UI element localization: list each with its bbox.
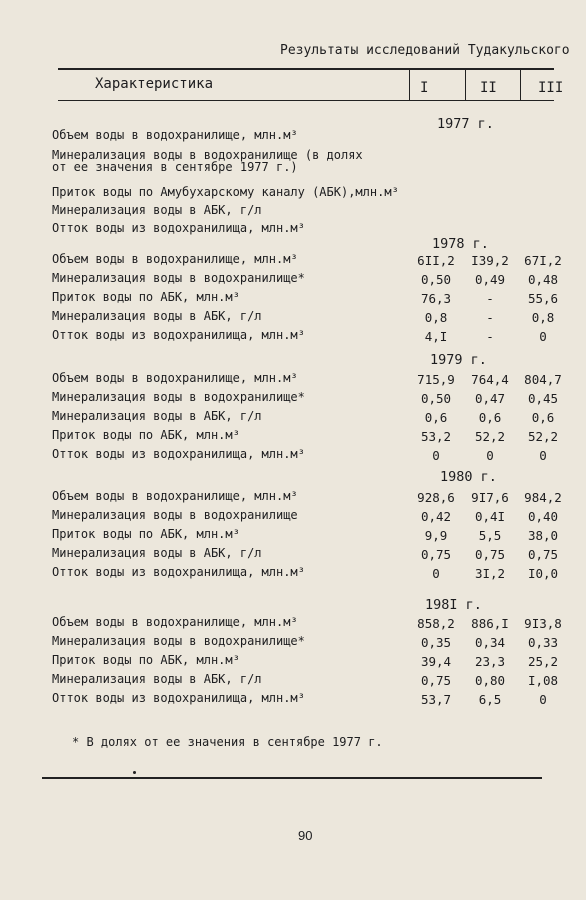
row-label: Минерализация воды в водохранилище*: [52, 271, 305, 285]
col-divider-1: [409, 70, 410, 100]
cell-value-col-3: I0,0: [527, 566, 559, 581]
table-row: [52, 391, 582, 409]
cell-value-col-2: 23,3: [474, 654, 506, 669]
table-row: [52, 528, 582, 546]
cell-value-col-3: 55,6: [527, 291, 559, 306]
cell-value-col-1: 53,2: [420, 429, 452, 444]
cell-value-col-2: -: [486, 310, 494, 325]
table-row: [52, 204, 582, 222]
row-label: Отток воды из водохранилища, млн.м³: [52, 691, 305, 705]
cell-value-col-3: 52,2: [527, 429, 559, 444]
cell-value-col-1: 9,9: [424, 528, 448, 543]
row-label: Объем воды в водохранилище, млн.м³: [52, 615, 298, 629]
row-label: Приток воды по АБК, млн.м³: [52, 428, 240, 442]
row-label: Минерализация воды в водохранилище: [52, 508, 298, 522]
cell-value-col-2: 0,4I: [474, 509, 506, 524]
page-number: 90: [298, 828, 313, 843]
cell-value-col-1: 715,9: [417, 372, 455, 387]
table-row: [52, 291, 582, 309]
cell-value-col-2: 0,75: [474, 547, 506, 562]
cell-value-col-1: 0,75: [420, 673, 452, 688]
cell-value-col-2: I39,2: [471, 253, 509, 268]
col-divider-2: [465, 70, 466, 100]
row-label: Приток воды по АБК, млн.м³: [52, 290, 240, 304]
row-label: Отток воды из водохранилища, млн.м³: [52, 565, 305, 579]
cell-value-col-1: 4,I: [424, 329, 448, 344]
row-label: Приток воды по Амубухарскому каналу (АБК),млн.м³: [52, 185, 399, 199]
cell-value-col-2: 0,6: [478, 410, 502, 425]
row-label: Минерализация воды в АБК, г/л: [52, 546, 262, 560]
row-label: Объем воды в водохранилище, млн.м³: [52, 128, 298, 142]
year-heading: 1977 г.: [437, 116, 494, 132]
table-row: [52, 272, 582, 290]
cell-value-col-2: -: [486, 291, 494, 306]
cell-value-col-1: 53,7: [420, 692, 452, 707]
year-heading: 1979 г.: [430, 352, 487, 368]
cell-value-col-1: 0,6: [424, 410, 448, 425]
table-row: [52, 310, 582, 328]
header-characteristic: Характеристика: [95, 76, 214, 92]
row-label: Минерализация воды в водохранилище (в долях: [52, 148, 363, 162]
cell-value-col-1: 0,50: [420, 272, 452, 287]
row-label: Приток воды по АБК, млн.м³: [52, 653, 240, 667]
table-row: [52, 329, 582, 347]
row-label: Отток воды из водохранилища, млн.м³: [52, 447, 305, 461]
row-label-continued: от ее значения в сентябре 1977 г.): [52, 160, 298, 174]
cell-value-col-3: 0: [539, 448, 547, 463]
cell-value-col-3: 0,8: [531, 310, 555, 325]
cell-value-col-1: 0,35: [420, 635, 452, 650]
cell-value-col-3: 804,7: [524, 372, 562, 387]
cell-value-col-3: 0: [539, 329, 547, 344]
cell-value-col-3: 0,40: [527, 509, 559, 524]
cell-value-col-3: 38,0: [527, 528, 559, 543]
cell-value-col-3: 9I3,8: [524, 616, 562, 631]
cell-value-col-2: 52,2: [474, 429, 506, 444]
cell-value-col-3: 0,75: [527, 547, 559, 562]
year-heading: 1978 г.: [432, 236, 489, 252]
cell-value-col-3: 984,2: [524, 490, 562, 505]
footnote: * В долях от ее значения в сентябре 1977 г.: [72, 735, 383, 749]
cell-value-col-1: 6II,2: [417, 253, 455, 268]
cell-value-col-3: 67I,2: [524, 253, 562, 268]
cell-value-col-3: 0,33: [527, 635, 559, 650]
table-row: [52, 372, 582, 390]
cell-value-col-2: 886,I: [471, 616, 509, 631]
cell-value-col-1: 39,4: [420, 654, 452, 669]
header-col-3: III: [538, 80, 564, 96]
cell-value-col-1: 0,50: [420, 391, 452, 406]
cell-value-col-1: 928,6: [417, 490, 455, 505]
table-row: [52, 566, 582, 584]
cell-value-col-2: 9I7,6: [471, 490, 509, 505]
table-row: [52, 186, 582, 204]
row-label: Минерализация воды в АБК, г/л: [52, 309, 262, 323]
row-label: Приток воды по АБК, млн.м³: [52, 527, 240, 541]
row-label: Минерализация воды в АБК, г/л: [52, 409, 262, 423]
cell-value-col-2: 0: [486, 448, 494, 463]
table-row: [52, 490, 582, 508]
table-row: [52, 448, 582, 466]
table-row: [52, 509, 582, 527]
ink-dot: [133, 771, 136, 774]
table-row: [52, 654, 582, 672]
row-label: Отток воды из водохранилища, млн.м³: [52, 328, 305, 342]
table-row: [52, 410, 582, 428]
cell-value-col-3: 0,45: [527, 391, 559, 406]
cell-value-col-2: 5,5: [478, 528, 502, 543]
row-label: Объем воды в водохранилище, млн.м³: [52, 371, 298, 385]
cell-value-col-1: 76,3: [420, 291, 452, 306]
cell-value-col-3: 0: [539, 692, 547, 707]
cell-value-col-1: 0,42: [420, 509, 452, 524]
cell-value-col-2: 0,80: [474, 673, 506, 688]
cell-value-col-3: 0,6: [531, 410, 555, 425]
cell-value-col-2: 0,34: [474, 635, 506, 650]
row-label: Объем воды в водохранилище, млн.м³: [52, 489, 298, 503]
table-row: [52, 429, 582, 447]
cell-value-col-1: 858,2: [417, 616, 455, 631]
running-header: Результаты исследований Тудакульского: [280, 43, 570, 58]
cell-value-col-2: -: [486, 329, 494, 344]
row-label: Отток воды из водохранилища, млн.м³: [52, 221, 305, 235]
cell-value-col-3: I,08: [527, 673, 559, 688]
row-label: Минерализация воды в водохранилище*: [52, 634, 305, 648]
cell-value-col-1: 0,8: [424, 310, 448, 325]
row-label: Минерализация воды в водохранилище*: [52, 390, 305, 404]
cell-value-col-1: 0: [432, 566, 440, 581]
table-row: [52, 635, 582, 653]
table-row: [52, 129, 582, 147]
header-col-1: I: [420, 80, 429, 96]
table-row: [52, 253, 582, 271]
table-row: [52, 692, 582, 710]
cell-value-col-1: 0,75: [420, 547, 452, 562]
header-col-2: II: [480, 80, 497, 96]
cell-value-col-3: 0,48: [527, 272, 559, 287]
footnote-rule: [42, 777, 542, 779]
table-row: [52, 148, 582, 174]
col-divider-3: [520, 70, 521, 100]
year-heading: 1980 г.: [440, 469, 497, 485]
cell-value-col-1: 0: [432, 448, 440, 463]
cell-value-col-2: 0,47: [474, 391, 506, 406]
cell-value-col-2: 0,49: [474, 272, 506, 287]
table-row: [52, 547, 582, 565]
table-row: [52, 616, 582, 634]
row-label: Объем воды в водохранилище, млн.м³: [52, 252, 298, 266]
table-head-bottom-rule: [58, 100, 554, 101]
row-label: Минерализация воды в АБК, г/л: [52, 672, 262, 686]
table-row: [52, 673, 582, 691]
cell-value-col-2: 3I,2: [474, 566, 506, 581]
cell-value-col-3: 25,2: [527, 654, 559, 669]
year-heading: 198I г.: [425, 597, 482, 613]
cell-value-col-2: 764,4: [471, 372, 509, 387]
cell-value-col-2: 6,5: [478, 692, 502, 707]
row-label: Минерализация воды в АБК, г/л: [52, 203, 262, 217]
table-row: [52, 222, 582, 240]
table-top-rule: [58, 68, 554, 70]
